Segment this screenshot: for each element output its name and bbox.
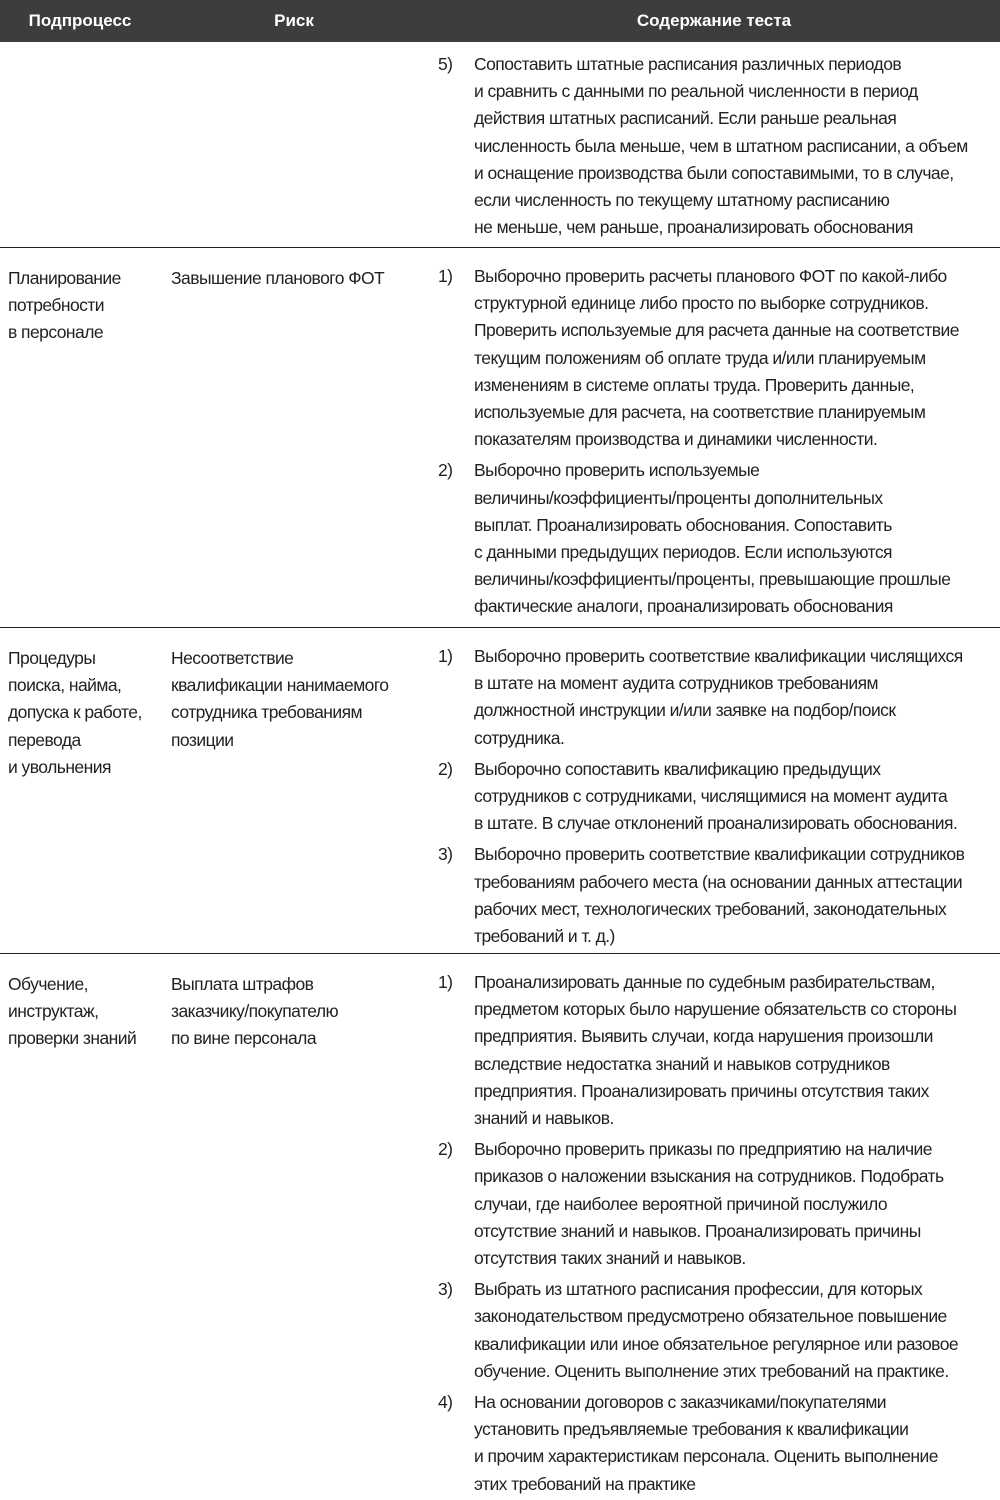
header-risk: Риск <box>274 11 314 30</box>
item-number: 4) <box>438 1392 453 1413</box>
subprocess-cell <box>0 42 162 247</box>
test-item <box>428 643 988 752</box>
risk-cell <box>162 42 428 247</box>
subprocess-cell: Обучение, инструктаж, проверки знаний <box>8 974 137 1049</box>
item-text: Проанализировать данные по судебным разбирательствам, предметом которых было нарушение обязательств со стороны предприятия. Выявить случаи, когда нарушения произошли вследствие недостатка знаний и навыков сотрудников предприятия. Проанализировать причины отсутствия таких знаний и навыков. <box>474 972 957 1129</box>
test-content-cell <box>428 954 1000 1500</box>
test-content-cell <box>428 42 1000 247</box>
header-subprocess: Подпроцесс <box>28 11 132 30</box>
item-number: 1) <box>438 266 453 286</box>
item-number: 2) <box>438 460 453 481</box>
item-text: Выборочно сопоставить квалификацию предыдущих сотрудников с сотрудниками, числящимися на момент аудита в штате. В случае отклонений проанализировать обоснования. <box>474 758 958 834</box>
test-item <box>428 263 988 453</box>
risk-cell: Несоответствие квалификации нанимаемого сотрудника требованиям позиции <box>171 648 389 750</box>
item-number: 5) <box>438 54 453 74</box>
test-content-cell <box>428 248 1000 627</box>
test-item <box>428 1389 988 1498</box>
item-number: 2) <box>438 1139 453 1160</box>
table-row <box>0 42 1000 248</box>
test-content-cell <box>428 628 1000 953</box>
item-number: 1) <box>438 646 453 666</box>
item-number: 3) <box>438 1279 453 1300</box>
item-number: 2) <box>438 758 453 779</box>
table-row <box>0 628 1000 954</box>
test-item <box>428 51 988 241</box>
table-row <box>0 248 1000 628</box>
item-text: Выборочно проверить соответствие квалификации числящихся в штате на момент аудита сотрудников требованиям должностной инструкции и/или заявке на подбор/поиск сотрудника. <box>474 646 963 748</box>
item-text: Сопоставить штатные расписания различных периодов и сравнить с данными по реальной численности в период действия штатных расписаний. Если раньше реальная численность была меньше, чем в штатном расписании, а объем и оснащение производства были сопоставимыми, то в случае, если численность по текущему штатному расписанию не меньше, чем раньше, проанализировать обоснования <box>474 54 968 238</box>
table-row <box>0 954 1000 1500</box>
test-item <box>428 969 988 1132</box>
header-test-content: Содержание теста <box>636 11 792 30</box>
subprocess-cell: Процедуры поиска, найма, допуска к работе, перевода и увольнения <box>8 648 142 777</box>
test-item <box>428 841 988 950</box>
item-text: На основании договоров с заказчиками/покупателями установить предъявляемые требования к квалификации и прочим характеристикам персонала. Оценить выполнение этих требований на практике <box>474 1392 938 1494</box>
risk-cell: Выплата штрафов заказчику/покупателю по вине персонала <box>171 974 339 1049</box>
test-item <box>428 457 988 620</box>
test-item <box>428 1136 988 1272</box>
item-number: 3) <box>438 844 453 865</box>
test-item <box>428 756 988 838</box>
subprocess-cell: Планирование потребности в персонале <box>8 268 121 343</box>
item-text: Выборочно проверить приказы по предприятию на наличие приказов о наложении взыскания на сотрудников. Подобрать случаи, где наиболее вероятной причиной послужило отсутствие знаний и навыков. Проанализировать причины отсутствия таких знаний и навыков. <box>474 1139 944 1269</box>
risk-cell: Завышение планового ФОТ <box>171 268 385 288</box>
item-text: Выборочно проверить используемые величины/коэффициенты/проценты дополнительных выплат. Проанализировать обоснования. Сопоставить с данными предыдущих периодов. Если используются величины/коэффициенты/проценты, превышающие прошлые фактические аналоги, проанализировать обоснования <box>474 460 951 617</box>
item-number: 1) <box>438 972 453 992</box>
table-header <box>0 0 1000 42</box>
test-item <box>428 1276 988 1385</box>
item-text: Выборочно проверить расчеты планового ФОТ по какой-либо структурной единице либо просто по выборке сотрудников. Проверить используемые для расчета данные на соответствие текущим положениям об оплате труда и/или планируемым изменениям в системе оплаты труда. Проверить данные, используемые для расчета, на соответствие планируемым показателям производства и динамики численности. <box>474 266 959 450</box>
item-text: Выборочно проверить соответствие квалификации сотрудников требованиям рабочего места (на основании данных аттестации рабочих мест, технологических требований, законодательных требований и т. д.) <box>474 844 965 947</box>
item-text: Выбрать из штатного расписания профессии, для которых законодательством предусмотрено обязательное повышение квалификации или иное обязательное регулярное или разовое обучение. Оценить выполнение этих требований на практике. <box>474 1279 959 1381</box>
